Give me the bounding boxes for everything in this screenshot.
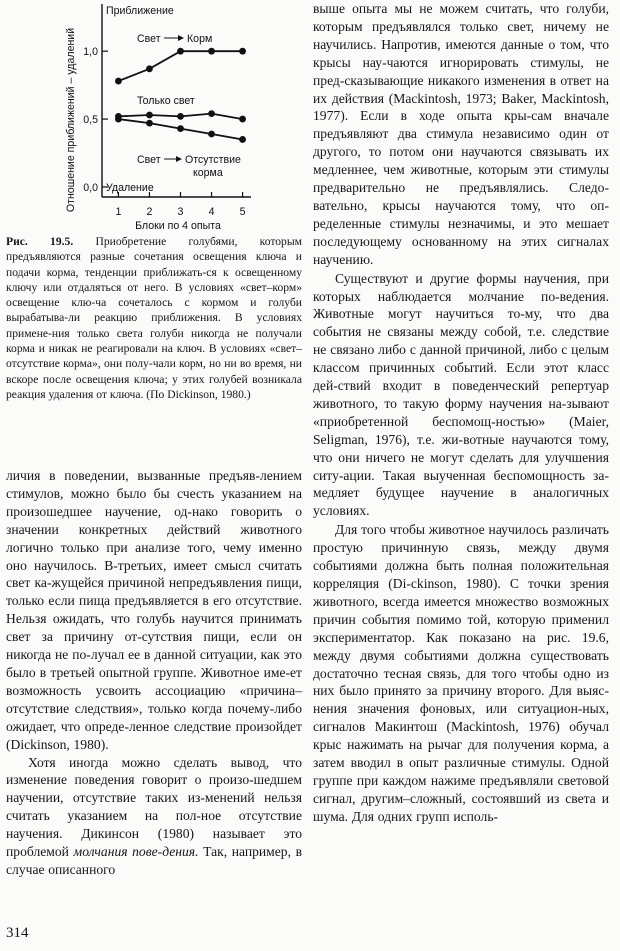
paragraph: выше опыта мы не можем считать, что голуби, которым предъявлялся только свет, ничему не научились. Напротив, имеются данные о том, что крысы нау-чаются игнорировать стимулы, не пред-сказывающие никакого изменения в ответ на их действия (Mackintosh, 1973; Baker, Mackintosh, 1977). Если в ходе опыта кры-сам вначале предъявляют два стимула независимо один от другого, то потом они научаются связывать их медленнее, чем животные, которым эти стимулы предварительно не предъявлялись. Следо-вательно, крысы научаются тому, что оп-ределенные стимулы незначимы, и это мешает последующему основанному на этих сигналах научению. (313, 1, 609, 267)
figure-19-5-chart (6, 0, 302, 234)
y-axis-label: Отношение приближений – удалений (65, 27, 77, 213)
x-tick-label: 1 (115, 206, 122, 218)
data-point (177, 113, 184, 120)
paragraph: Существуют и другие формы научения, при которых наблюдается молчание по-ведения. Животные могут научиться то-му, что два события не связаны между собой, т.е. следствие не связано либо с данной причиной, либо с целым классом причинных событий. Если этот класс дей-ствий входит в поведенческий репертуар животного, то такую форму научения на-зывают «приобретенной беспомощ-ностью» (Maier, Seligman, 1976), т.е. жи-вотные научаются тому, что они ничего не могут сделать для улучшения ситу-ации. Такая выученная беспомощность за-медляет будущее научение в аналогичных условиях. (313, 270, 609, 519)
x-tick-label: 3 (177, 206, 184, 218)
withdrawal-label: Удаление (106, 182, 154, 194)
series-line-0 (118, 51, 242, 81)
x-axis-label: Блоки по 4 опыта (135, 220, 221, 232)
data-point (239, 116, 246, 123)
data-point (208, 48, 215, 55)
data-point (115, 116, 122, 123)
emphasis: молчания пове-дения. (73, 844, 199, 860)
arrow-icon (178, 35, 184, 41)
left-column-text (6, 467, 302, 879)
data-point (208, 110, 215, 117)
text-run: Хотя иногда можно сделать вывод, что изменение поведения говорит о произо-шедшем научении, отсутствие таких из-менений нельзя считать указанием на пол-ное отсутствие научения. Дикинсон (1980) называет это проблемой (6, 754, 302, 860)
data-point (146, 65, 153, 72)
arrow-icon-2 (176, 156, 182, 162)
data-point (146, 120, 153, 127)
figure-caption (6, 234, 302, 402)
data-point (208, 131, 215, 138)
series-label-light-2: Свет (137, 154, 161, 166)
caption-label: Рис. 19.5. (6, 235, 74, 248)
series-label-food: Корм (187, 33, 213, 45)
caption-text: Приобретение голубями, которым предъявляются разные сочетания освещения ключа и подачи корма, тенденции приближать-ся к освещенному ключу или отдаляться от него. В условиях «свет–корм» освещение клю-ча сочеталось с кормом и голуби вырабатыва-ли реакцию приближения. В условиях примене-ния только света голуби никогда не получали корма и никак не реагировали на ключ. В условиях «свет–отсутствие корма», они полу-чали корм, но ни во время, ни вскоре после освещения ключа; у этих голубей возникала реакция удаления от ключа. (По Dickinson, 1980.) (6, 235, 302, 401)
paragraph: Для того чтобы животное научилось различать простую причинную связь, между двумя событиями должна быть полная положительная корреляция (Di-ckinson, 1980). С точки зрения животного, всегда имеется множество возможных причин события помимо той, которую применил экспериментатор. Как показано на рис. 19.6, между двумя событиями должна существовать достаточно тесная связь, для того чтобы одно из них было принято за причину второго. Для выяс-нения значения фоновых, или ситуацион-ных, сигналов Макинтош (Mackintosh, 1976) обучал крыс нажимать на рычаг для получения корма, а затем вводил в опыт различные стимулы. Одной группе при каждом нажиме предъявляли световой сигнал, другим–сложный, состоявший из света и шума. Для одних групп исполь- (313, 522, 609, 824)
series-label-only-light: Только свет (137, 95, 195, 107)
data-point (177, 48, 184, 55)
y-tick-label: 1,0 (83, 46, 98, 59)
paragraph: личия в поведении, вызванные предъяв-лением стимулов, можно было бы счесть указанием на произошедшее научение, од-нако говорить о значении конкретных действий животного логично только при анализе того, чему именно оно научилось. В-третьих, имеет смысл считать свет ка-жущейся причиной непредъявления пищи, только если пища предъявляется в его отсутствие. Нельзя ожидать, что голубь научится принимать свет за причину от-сутствия пищи, если он никогда не по-лучал ее в данной ситуации, как это было в третьей опытной группе. Животное име-ет возможность усвоить ассоциацию «причина–отсутствие следствия», только когда почему-либо ожидает, что опреде-ленное следствие произойдет (Dickinson, 1980). (6, 468, 302, 752)
series-label-food-2: корма (193, 167, 223, 179)
series-label-light-food (137, 33, 212, 45)
data-point (146, 112, 153, 119)
series-label-light: Свет (137, 33, 161, 45)
right-column-text (313, 0, 609, 827)
y-tick-label: 0,5 (83, 114, 98, 127)
x-tick-label: 4 (208, 206, 215, 218)
data-point (177, 125, 184, 132)
data-point (239, 136, 246, 143)
approach-label: Приближение (106, 5, 174, 17)
x-tick-label: 2 (146, 206, 153, 218)
text-run: Так, например, в случае описанного (6, 844, 302, 877)
y-tick-label: 0,0 (83, 182, 98, 194)
paragraph (6, 754, 302, 879)
series-label-absence: Отсутствие (185, 154, 241, 166)
data-point (115, 78, 122, 85)
data-point (239, 48, 246, 55)
x-tick-label: 5 (239, 206, 246, 218)
series-label-light-no-food (137, 154, 241, 179)
page-number: 314 (6, 925, 29, 941)
